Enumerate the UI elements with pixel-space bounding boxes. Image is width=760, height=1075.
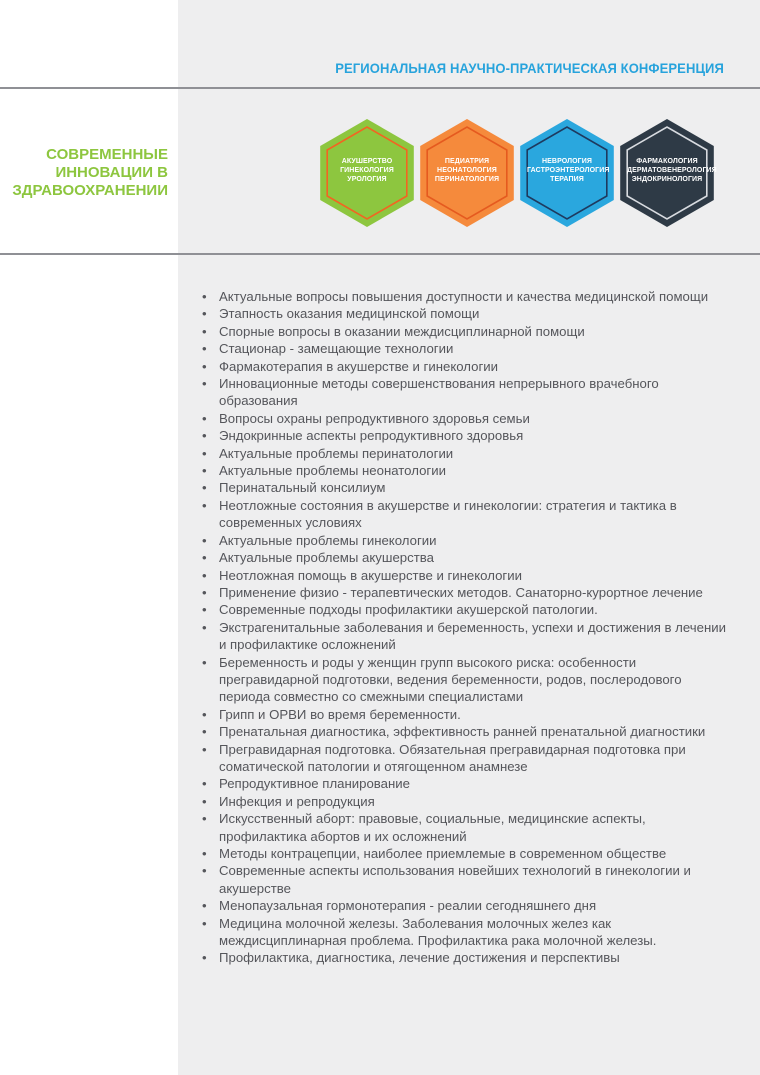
topic-item: • Современные аспекты использования новейших технологий в гинекологии и акушерстве: [202, 862, 730, 897]
topics-list: [202, 288, 730, 967]
specialty-label-1: [427, 157, 507, 184]
topic-item: • Искусственный аборт: правовые, социальные, медицинские аспекты, профилактика абортов и их осложнений: [202, 810, 730, 845]
event-title-line: ИННОВАЦИИ В: [55, 164, 168, 181]
topic-item: • Репродуктивное планирование: [202, 775, 730, 792]
specialty-line: НЕОНАТОЛОГИЯ: [437, 167, 497, 174]
topic-item: • Неотложная помощь в акушерстве и гинекологии: [202, 567, 730, 584]
specialty-line: АКУШЕРСТВО: [341, 158, 393, 165]
topic-item: • Актуальные проблемы перинатологии: [202, 445, 730, 462]
specialty-line: ПЕДИАТРИЯ: [444, 158, 490, 165]
topic-item: • Этапность оказания медицинской помощи: [202, 305, 730, 322]
specialty-line: УРОЛОГИЯ: [347, 176, 387, 183]
specialty-line: ГИНЕКОЛОГИЯ: [340, 167, 394, 174]
topic-item: • Методы контрацепции, наиболее приемлемые в современном обществе: [202, 845, 730, 862]
conference-title: РЕГИОНАЛЬНАЯ НАУЧНО-ПРАКТИЧЕСКАЯ КОНФЕРЕНЦИЯ: [335, 60, 724, 76]
topic-item: • Профилактика, диагностика, лечение достижения и перспективы: [202, 949, 730, 966]
topic-item: • Перинатальный консилиум: [202, 479, 730, 496]
event-title-line: СОВРЕМЕННЫЕ: [46, 146, 168, 163]
topic-item: • Пренатальная диагностика, эффективность ранней пренатальной диагностики: [202, 723, 730, 740]
topic-item: • Фармакотерапия в акушерстве и гинекологии: [202, 358, 730, 375]
topic-item: • Неотложные состояния в акушерстве и гинекологии: стратегия и тактика в современных условиях: [202, 497, 730, 532]
topic-item: • Актуальные проблемы неонатологии: [202, 462, 730, 479]
topic-item: • Актуальные проблемы гинекологии: [202, 532, 730, 549]
topic-item: • Медицина молочной железы. Заболевания молочных желез как междисциплинарная проблема. Профилактика рака молочной железы.: [202, 915, 730, 950]
topic-item: • Беременность и роды у женщин групп высокого риска: особенности прегравидарной подготовки, ведения беременности, родов, послеродового периода совместно со смежными специалистами: [202, 654, 730, 706]
topic-item: • Вопросы охраны репродуктивного здоровья семьи: [202, 410, 730, 427]
event-title: [0, 146, 168, 200]
specialty-line: ТЕРАПИЯ: [550, 176, 584, 183]
specialty-label-0: [327, 157, 407, 184]
specialty-line: ЭНДОКРИНОЛОГИЯ: [631, 176, 703, 183]
specialty-line: ПЕРИНАТОЛОГИЯ: [434, 176, 500, 183]
divider-bottom: [0, 253, 760, 255]
topic-item: • Современные подходы профилактики акушерской патологии.: [202, 601, 730, 618]
topic-item: • Стационар - замещающие технологии: [202, 340, 730, 357]
topic-item: • Инновационные методы совершенствования непрерывного врачебного образования: [202, 375, 730, 410]
topic-item: • Спорные вопросы в оказании междисциплинарной помощи: [202, 323, 730, 340]
specialty-label-2: [527, 157, 610, 184]
topic-item: • Эндокринные аспекты репродуктивного здоровья: [202, 427, 730, 444]
divider-top: [0, 87, 760, 89]
topic-item: • Применение физио - терапевтических методов. Санаторно-курортное лечение: [202, 584, 730, 601]
specialty-label-3: [627, 157, 717, 184]
topic-item: • Прегравидарная подготовка. Обязательная прегравидарная подготовка при соматической патологии и отягощенном анамнезе: [202, 741, 730, 776]
topic-item: • Менопаузальная гормонотерапия - реалии сегодняшнего дня: [202, 897, 730, 914]
specialty-line: ДЕРМАТОВЕНЕРОЛОГИЯ: [627, 167, 717, 174]
event-title-line: ЗДРАВООХРАНЕНИИ: [12, 182, 168, 199]
specialties-hexagons: [312, 118, 732, 228]
topic-item: • Актуальные вопросы повышения доступности и качества медицинской помощи: [202, 288, 730, 305]
specialty-line: НЕВРОЛОГИЯ: [541, 158, 592, 165]
topic-item: • Инфекция и репродукция: [202, 793, 730, 810]
topic-item: • Грипп и ОРВИ во время беременности.: [202, 706, 730, 723]
topic-item: • Экстрагенитальные заболевания и беременность, успехи и достижения в лечении и профилактике осложнений: [202, 619, 730, 654]
specialty-line: ФАРМАКОЛОГИЯ: [636, 158, 698, 165]
topic-item: • Актуальные проблемы акушерства: [202, 549, 730, 566]
specialty-line: ГАСТРОЭНТЕРОЛОГИЯ: [527, 167, 610, 174]
